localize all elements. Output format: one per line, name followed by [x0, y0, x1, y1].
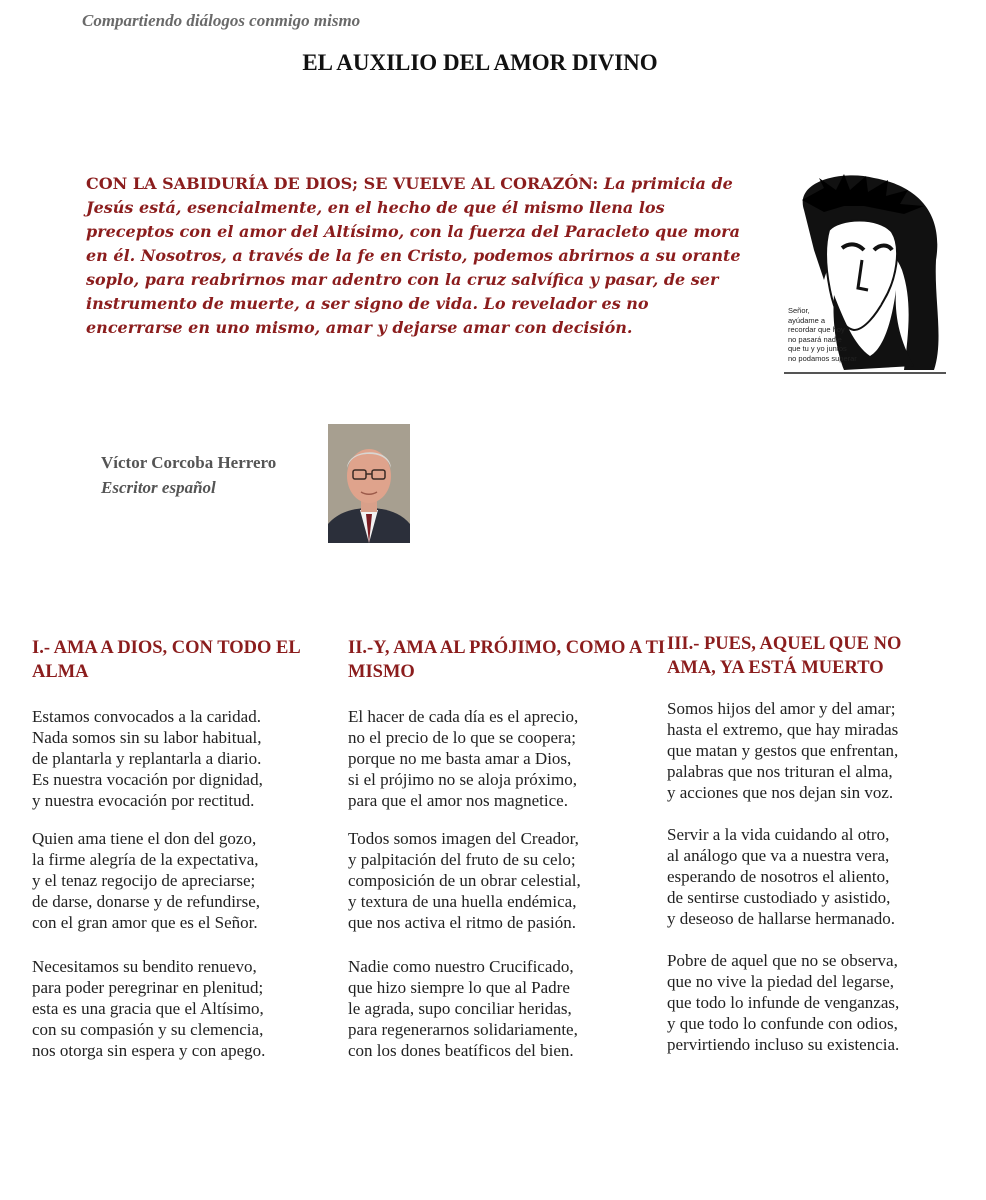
author-photo: [328, 424, 410, 543]
caption-line: Señor,: [788, 306, 810, 315]
section-one-heading: [32, 636, 301, 684]
jesus-illustration: [784, 170, 946, 374]
heading-line: MISMO: [348, 662, 415, 682]
series-label: Compartiendo diálogos conmigo mismo: [82, 11, 361, 30]
summary-paragraph: [86, 172, 746, 340]
heading-line: II.-Y, AMA AL PRÓJIMO, COMO A TI: [348, 638, 666, 658]
author-name: Víctor Corcoba Herrero: [101, 453, 277, 472]
heading-line: III.- PUES, AQUEL QUE NO: [667, 634, 902, 654]
author-portrait: [328, 424, 410, 543]
stanza: Todos somos imagen del Creador, y palpitación del fruto de su celo; composición de un obrar celestial, y textura de una huella endémica, que nos activa el ritmo de pasión.: [348, 829, 581, 932]
caption-line: que tu y yo juntos: [788, 344, 847, 353]
caption-line: no pasará nadie: [788, 334, 842, 344]
stanza: Servir a la vida cuidando al otro, al análogo que va a nuestra vera, esperando de nosotros el aliento, de sentirse custodiado y asistido, y deseoso de hallarse hermanado.: [667, 825, 895, 928]
summary-body: La primicia de Jesús está, esencialmente, en el hecho de que él mismo llena los preceptos con el amor del Altísimo, con la fuerza del Paracleto que mora en él. Nosotros, a través de la fe en Cristo, podemos abrirnos a su orante soplo, para reabrirnos mar adentro con la cruz salvífica y pasar, de ser instrumento de muerte, a ser signo de vida. Lo revelador es no encerrarse en uno mismo, amar y dejarse amar con decisión.: [86, 174, 741, 337]
caption-line: ayúdame a: [788, 315, 826, 325]
stanza: Estamos convocados a la caridad. Nada somos sin su labor habitual, de plantarla y replantarla a diario. Es nuestra vocación por dignidad, y nuestra evocación por rectitud.: [32, 707, 263, 810]
author-block: [101, 450, 276, 500]
heading-line: I.- AMA A DIOS, CON TODO EL: [32, 638, 301, 658]
heading-line: AMA, YA ESTÁ MUERTO: [667, 658, 884, 678]
article-title: EL AUXILIO DEL AMOR DIVINO: [302, 50, 658, 75]
stanza: Nadie como nuestro Crucificado, que hizo siempre lo que al Padre le agrada, supo conciliar heridas, para regenerarnos solidariamente, con los dones beatíficos del bien.: [348, 957, 578, 1060]
caption-line: recordar que hoy: [788, 325, 845, 334]
heading-line: ALMA: [32, 662, 89, 682]
stanza: Quien ama tiene el don del gozo, la firme alegría de la expectativa, y el tenaz regocijo de apreciarse; de darse, donarse y de refundirse, con el gran amor que es el Señor.: [32, 829, 260, 932]
image-caption: [788, 306, 898, 363]
section-three-heading: [667, 632, 901, 680]
author-role: Escritor español: [101, 478, 216, 497]
summary-lead: CON LA SABIDURÍA DE DIOS; SE VUELVE AL CORAZÓN:: [86, 174, 599, 193]
stanza: El hacer de cada día es el aprecio, no el precio de lo que se coopera; porque no me basta amar a Dios, si el prójimo no se aloja próximo, para que el amor nos magnetice.: [348, 707, 579, 810]
stanza: Necesitamos su bendito renuevo, para poder peregrinar en plenitud; esta es una gracia que el Altísimo, con su compasión y su clemencia, nos otorga sin espera y con apego.: [32, 957, 266, 1060]
section-two-heading: [348, 636, 668, 684]
stanza: Pobre de aquel que no se observa, que no vive la piedad del legarse, que todo lo infunde de venganzas, y que todo lo confunde con odios, pervirtiendo incluso su existencia.: [667, 951, 900, 1054]
stanza: Somos hijos del amor y del amar; hasta el extremo, que hay miradas que matan y gestos que enfrentan, palabras que nos trituran el alma, y acciones que nos dejan sin voz.: [667, 699, 899, 802]
caption-line: no podamos superar: [788, 353, 857, 363]
